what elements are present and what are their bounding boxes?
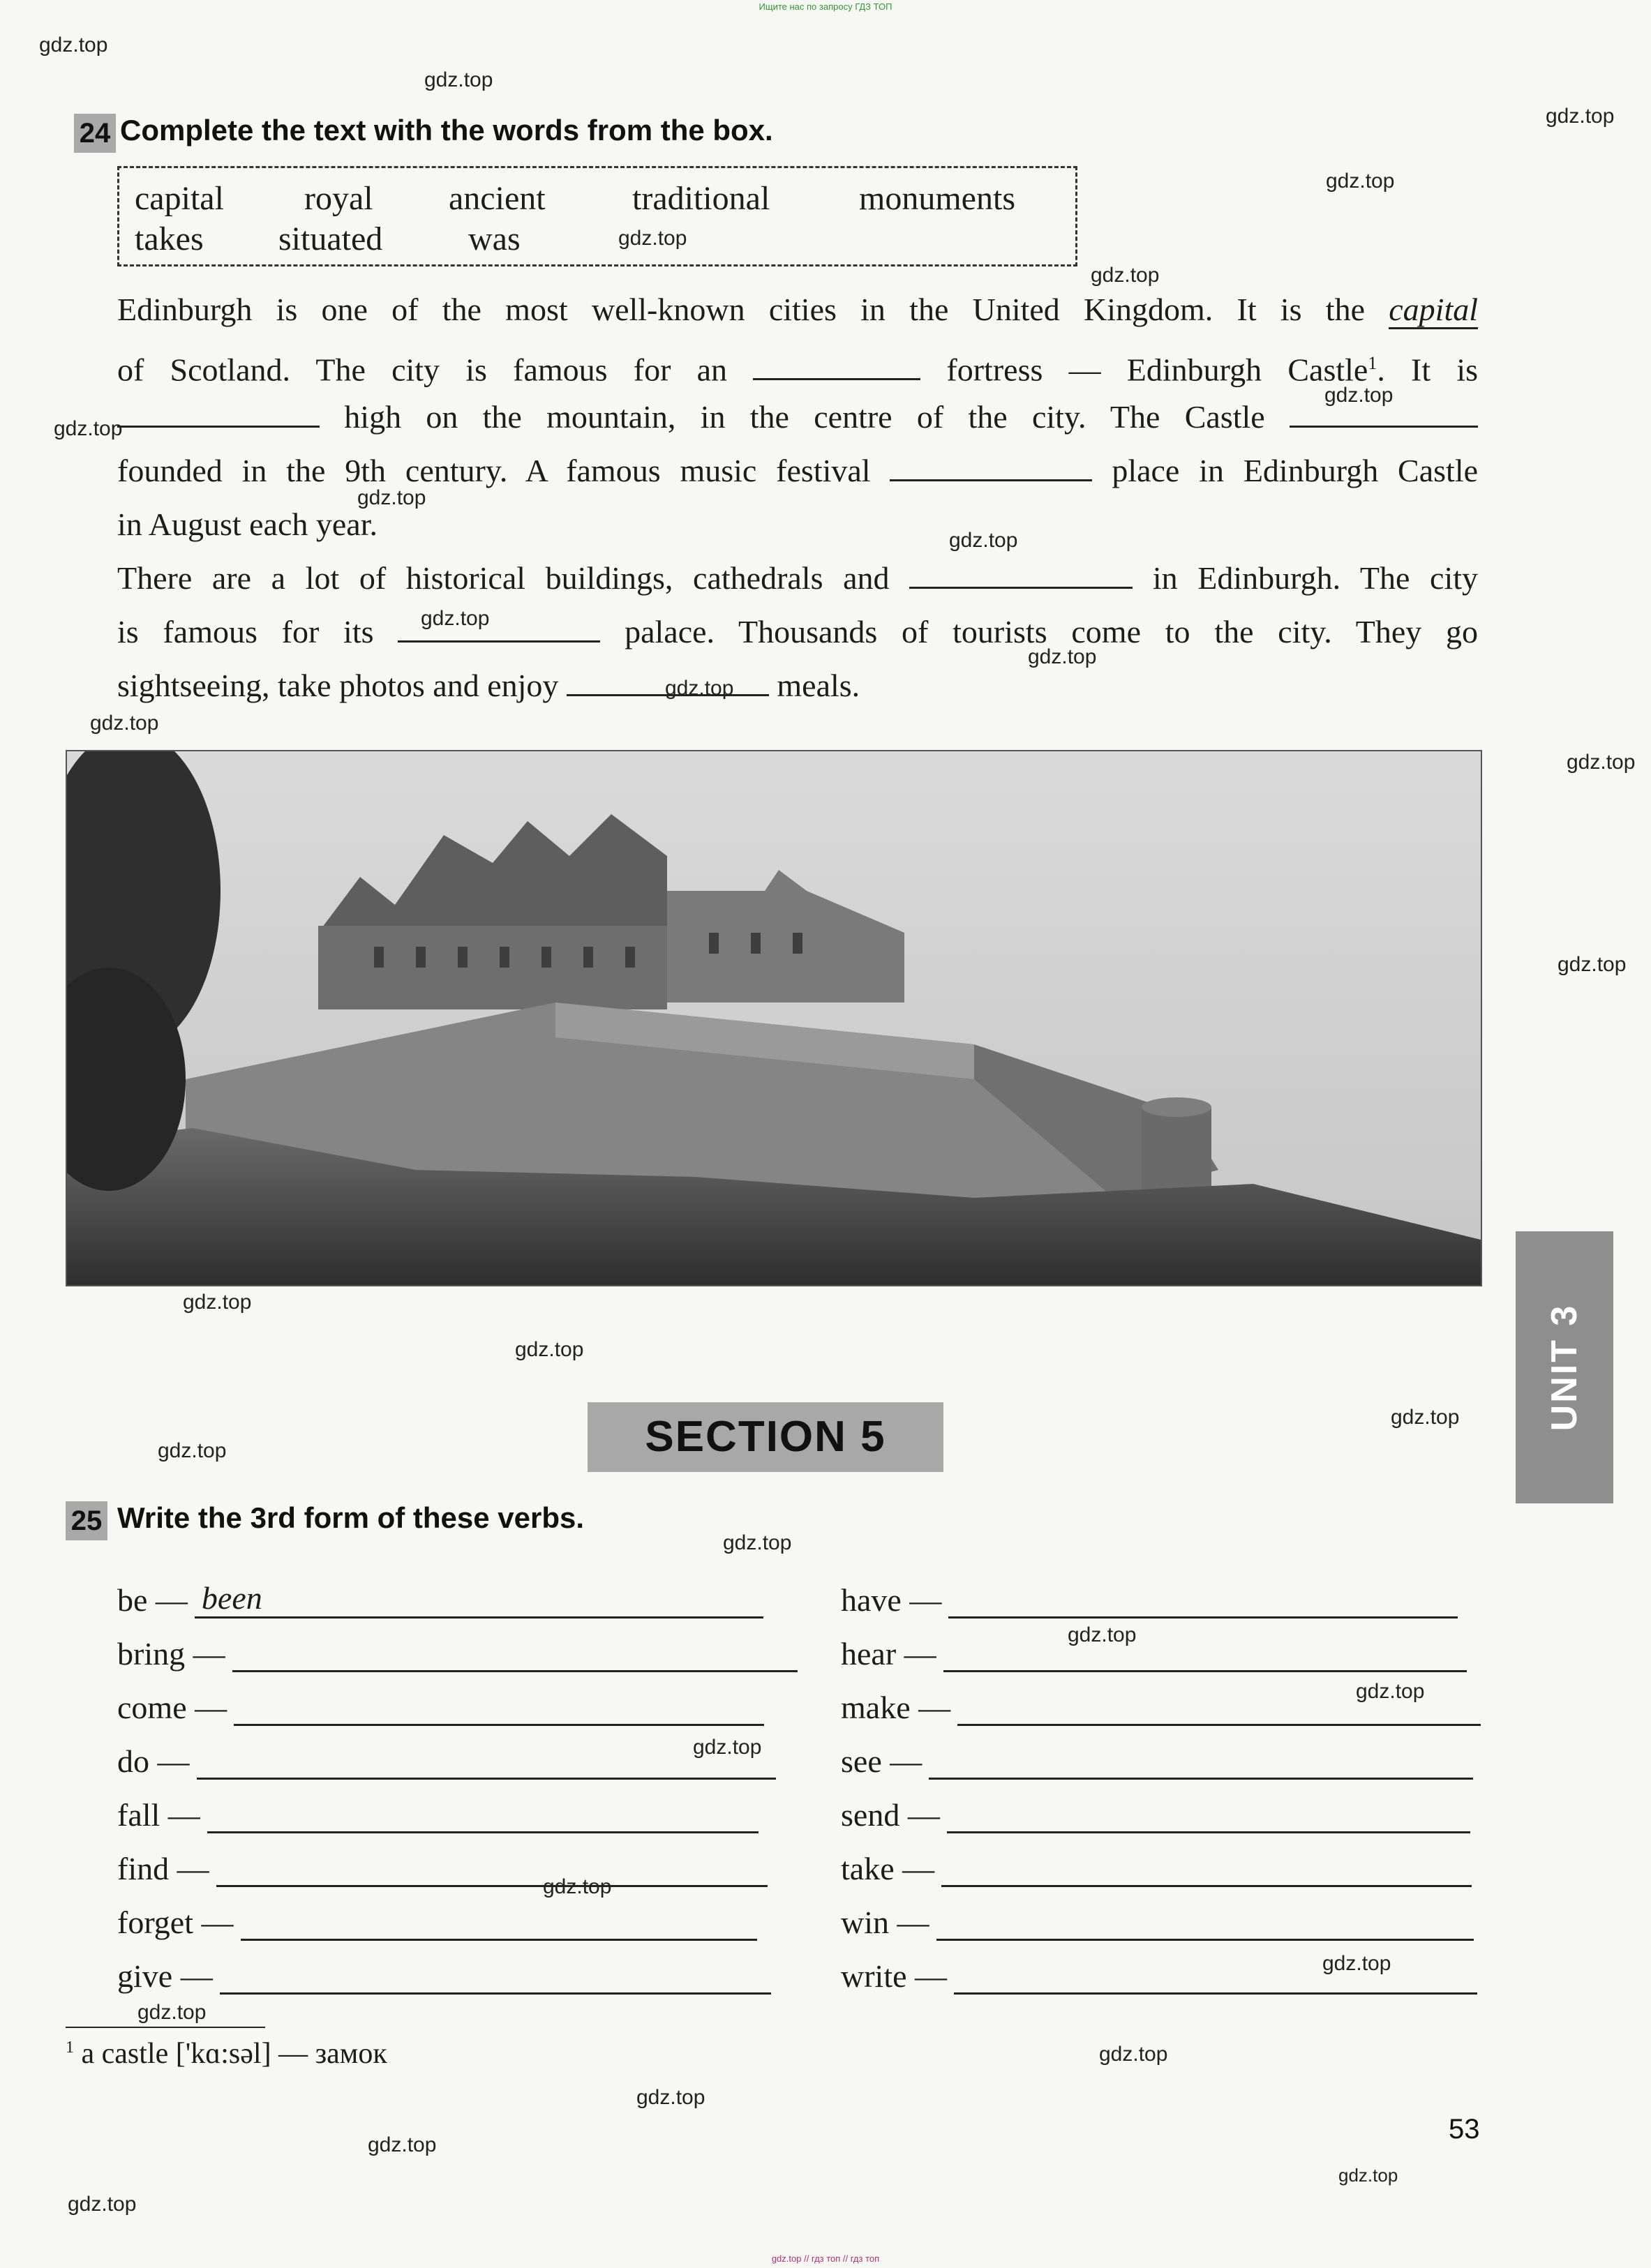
word-box-word: traditional (632, 180, 770, 217)
watermark: gdz.top (949, 529, 1018, 552)
watermark: gdz.top (39, 33, 108, 57)
verb-label: have — (841, 1582, 942, 1618)
verb-answer-line[interactable] (929, 1744, 1473, 1780)
verb-item (117, 1577, 763, 1619)
footnote (66, 2037, 387, 2071)
verb-answer: been (201, 1580, 262, 1616)
watermark: gdz.top (421, 607, 490, 630)
verb-item (841, 1792, 1470, 1833)
task-number: 24 (74, 114, 116, 153)
verb-label: give — (117, 1958, 213, 1994)
text-line: place in Edinburgh Castle (1112, 453, 1479, 488)
watermark: gdz.top (515, 1338, 584, 1361)
watermark: gdz.top (368, 2133, 437, 2156)
text-line: of Scotland. The city is famous for an (117, 352, 728, 388)
verb-item (117, 1630, 798, 1672)
verb-answer-line[interactable] (941, 1852, 1472, 1887)
text-line: founded in the 9th century. A famous music festival (117, 453, 871, 488)
unit-tab-label: UNIT 3 (1544, 1303, 1585, 1432)
text-line: high on the mountain, in the centre of the city. The Castle (344, 399, 1265, 435)
verb-answer-line[interactable] (197, 1744, 776, 1780)
verb-item (841, 1577, 1458, 1619)
text-line: sightseeing, take photos and enjoy (117, 668, 559, 703)
watermark: gdz.top (1028, 645, 1097, 668)
answer-blank[interactable] (909, 562, 1133, 589)
watermark: gdz.top (693, 1736, 762, 1759)
verb-answer-line[interactable] (220, 1959, 771, 1995)
text-line: Edinburgh is one of the most well-known cities in the United Kingdom. It is the (117, 292, 1365, 327)
word-box-word: capital (135, 180, 224, 217)
text-line: palace. Thousands of tourists come to the city. They go (625, 614, 1479, 649)
verb-label: fall — (117, 1797, 200, 1833)
text-line: fortress — Edinburgh Castle (946, 352, 1368, 388)
verb-answer-line[interactable] (241, 1905, 757, 1941)
verb-answer-line[interactable] (195, 1580, 763, 1619)
word-box (117, 166, 1077, 266)
verb-label: write — (841, 1958, 948, 1994)
answer-blank[interactable] (753, 353, 920, 380)
word-box-word: royal (304, 180, 373, 217)
verb-label: do — (117, 1743, 190, 1779)
section-heading: SECTION 5 (588, 1402, 943, 1472)
verb-answer-line[interactable] (234, 1690, 764, 1726)
verb-label: hear — (841, 1636, 936, 1672)
verb-label: see — (841, 1743, 922, 1779)
watermark: gdz.top (183, 1291, 252, 1314)
verb-answer-line[interactable] (954, 1959, 1477, 1995)
watermark: gdz.top (1338, 2165, 1398, 2186)
page-number: 53 (1449, 2114, 1480, 2145)
watermark: gdz.top (1391, 1406, 1460, 1429)
watermark: gdz.top (1567, 751, 1636, 774)
watermark: gdz.top (424, 68, 493, 91)
verb-answer-line[interactable] (232, 1637, 798, 1672)
verb-item (841, 1684, 1481, 1726)
footnote-rule (66, 2027, 265, 2028)
verb-label: make — (841, 1690, 951, 1725)
verb-item (841, 1953, 1477, 1995)
verb-label: find — (117, 1851, 209, 1886)
word-box-word: ancient (449, 180, 546, 217)
text-line: in August each year. (117, 506, 378, 542)
word-box-word: takes (135, 220, 204, 257)
watermark: gdz.top (137, 2001, 207, 2024)
watermark: gdz.top (723, 1531, 792, 1554)
verb-label: come — (117, 1690, 227, 1725)
word-box-word: situated (278, 220, 383, 257)
watermark: gdz.top (1557, 953, 1627, 976)
verb-item (117, 1953, 771, 1995)
footer-banner: gdz.top // гдз топ // гдз топ (771, 2253, 880, 2264)
watermark: gdz.top (543, 1875, 612, 1898)
verb-item (841, 1738, 1473, 1780)
verb-label: take — (841, 1851, 935, 1886)
footnote-mark: 1 (1368, 353, 1377, 373)
verb-item (841, 1899, 1474, 1941)
verb-label: win — (841, 1905, 929, 1940)
watermark: gdz.top (1099, 2043, 1168, 2066)
verb-label: send — (841, 1797, 940, 1833)
text-line: is famous for its (117, 614, 374, 649)
text-line: . It is (1377, 352, 1479, 388)
watermark: gdz.top (1091, 264, 1160, 287)
watermark: gdz.top (158, 1439, 227, 1462)
verb-answer-line[interactable] (947, 1798, 1470, 1833)
verb-label: bring — (117, 1636, 225, 1672)
answer-blank[interactable] (890, 454, 1092, 481)
footnote-number: 1 (66, 2038, 74, 2057)
paragraph-2 (117, 551, 1478, 712)
verb-item (117, 1845, 768, 1887)
verb-label: forget — (117, 1905, 234, 1940)
verb-answer-line[interactable] (943, 1637, 1467, 1672)
watermark: gdz.top (1324, 384, 1394, 407)
watermark: gdz.top (665, 677, 734, 700)
watermark: gdz.top (1322, 1952, 1391, 1975)
answer-blank[interactable] (1290, 400, 1478, 428)
watermark: gdz.top (636, 2086, 705, 2109)
castle-photo (66, 750, 1482, 1286)
task-title: Complete the text with the words from the box. (120, 114, 773, 147)
unit-tab (1516, 1231, 1613, 1503)
text-line: in Edinburgh. The city (1152, 560, 1479, 596)
castle-illustration (67, 751, 1481, 1285)
text-line: There are a lot of historical buildings, cathedrals and (117, 560, 890, 596)
verb-item (841, 1630, 1467, 1672)
word-box-word: was (468, 220, 521, 257)
verb-answer-line[interactable] (957, 1690, 1481, 1726)
verb-item (117, 1792, 759, 1833)
verb-item (117, 1684, 764, 1726)
watermark: gdz.top (357, 486, 426, 509)
verb-answer-line[interactable] (207, 1798, 759, 1833)
verb-answer-line[interactable] (216, 1852, 768, 1887)
verb-answer-line[interactable] (936, 1905, 1474, 1941)
answer-capital: capital (1389, 292, 1478, 329)
answer-blank[interactable] (567, 669, 769, 696)
paragraph-1 (117, 283, 1478, 551)
verb-item (841, 1845, 1472, 1887)
task-title: Write the 3rd form of these verbs. (117, 1501, 585, 1534)
watermark: gdz.top (90, 712, 159, 735)
watermark: gdz.top (68, 2193, 137, 2216)
answer-blank[interactable] (117, 400, 320, 428)
footnote-text: a castle ['kɑ:səl] — замок (81, 2038, 387, 2070)
watermark: gdz.top (1068, 1623, 1137, 1646)
answer-blank[interactable] (398, 615, 600, 643)
header-banner: Ищите нас по запросу ГДЗ ТОП (759, 1, 892, 12)
watermark: gdz.top (618, 227, 687, 250)
watermark: gdz.top (1546, 105, 1615, 128)
text-line: meals. (777, 668, 860, 703)
verb-item (117, 1738, 776, 1780)
word-box-word: monuments (859, 180, 1015, 217)
verb-item (117, 1899, 757, 1941)
task-number: 25 (66, 1501, 107, 1540)
watermark: gdz.top (54, 417, 123, 440)
verb-label: be — (117, 1582, 188, 1618)
watermark: gdz.top (1356, 1680, 1425, 1703)
watermark: gdz.top (1326, 170, 1395, 193)
verb-answer-line[interactable] (948, 1583, 1458, 1619)
